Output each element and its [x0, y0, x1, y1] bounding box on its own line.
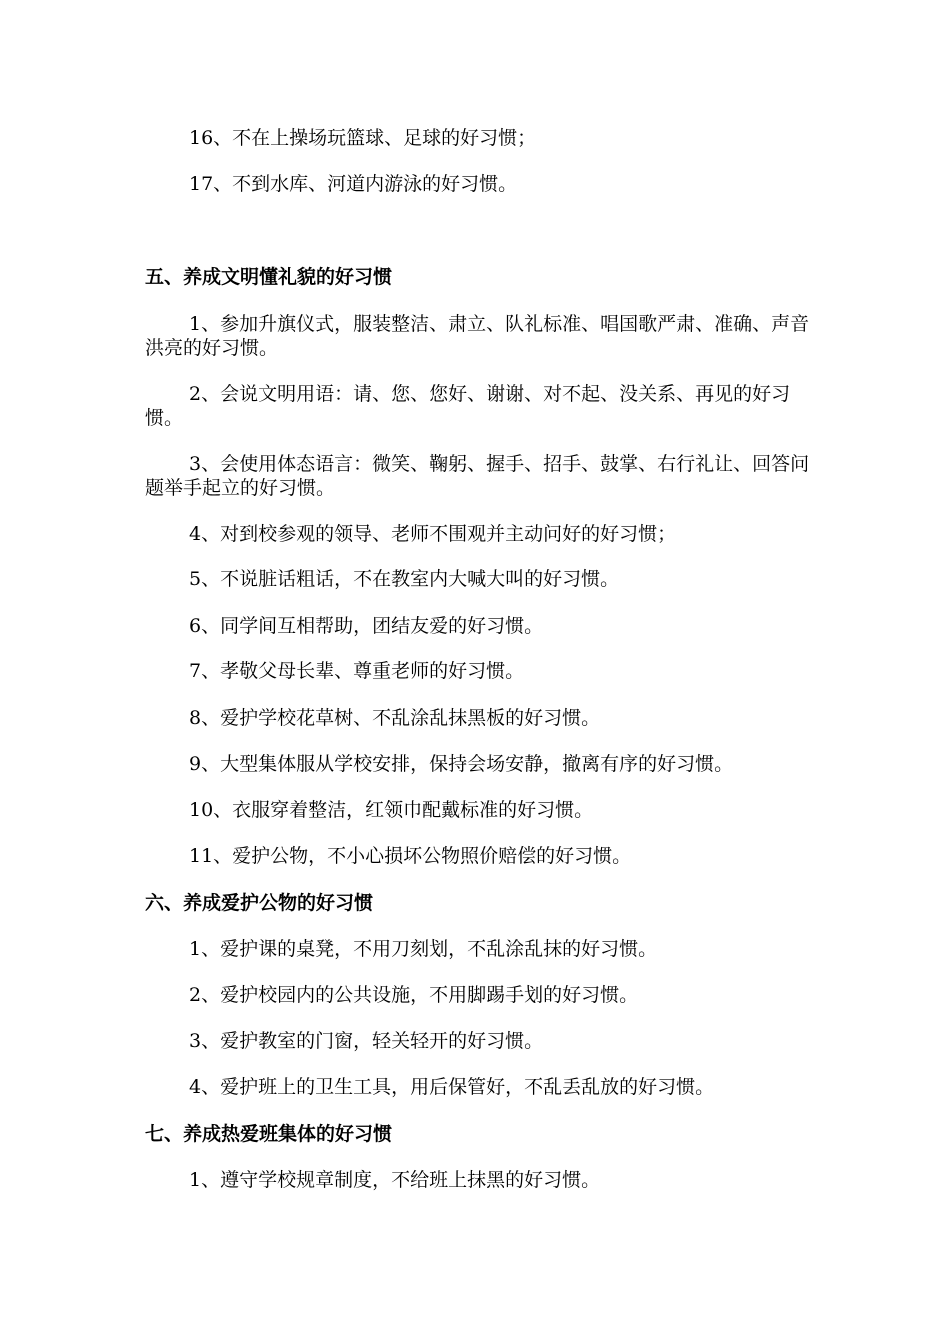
list-item: 4、对到校参观的领导、老师不围观并主动问好的好习惯； [189, 523, 677, 545]
section-heading-6: 六、养成爱护公物的好习惯 [145, 892, 374, 914]
section-heading-7: 七、养成热爱班集体的好习惯 [145, 1123, 393, 1145]
list-item: 1、遵守学校规章制度，不给班上抹黑的好习惯。 [189, 1169, 601, 1191]
list-item: 5、不说脏话粗话，不在教室内大喊大叫的好习惯。 [189, 568, 620, 590]
list-item: 11、爱护公物，不小心损坏公物照价赔偿的好习惯。 [189, 845, 632, 867]
list-item: 17、不到水库、河道内游泳的好习惯。 [189, 173, 518, 195]
list-item: 9、大型集体服从学校安排，保持会场安静，撤离有序的好习惯。 [189, 753, 734, 775]
list-item: 1、爱护课的桌凳，不用刀刻划，不乱涂乱抹的好习惯。 [189, 938, 658, 960]
list-item: 10、衣服穿着整洁，红领巾配戴标准的好习惯。 [189, 799, 594, 821]
list-item: 6、同学间互相帮助，团结友爱的好习惯。 [189, 615, 544, 637]
list-item: 3、会使用体态语言：微笑、鞠躬、握手、招手、鼓掌、右行礼让、回答问题举手起立的好习惯。 [145, 453, 810, 499]
section-heading-5: 五、养成文明懂礼貌的好习惯 [145, 266, 393, 288]
list-item: 2、会说文明用语：请、您、您好、谢谢、对不起、没关系、再见的好习惯。 [145, 383, 791, 429]
list-item: 4、爱护班上的卫生工具，用后保管好，不乱丢乱放的好习惯。 [189, 1076, 715, 1098]
list-item: 16、不在上操场玩篮球、足球的好习惯； [189, 127, 537, 149]
list-item: 2、爱护校园内的公共设施，不用脚踢手划的好习惯。 [189, 984, 639, 1006]
list-item: 7、孝敬父母长辈、尊重老师的好习惯。 [189, 660, 525, 682]
list-item: 8、爱护学校花草树、不乱涂乱抹黑板的好习惯。 [189, 707, 601, 729]
list-item: 1、参加升旗仪式，服装整洁、肃立、队礼标准、唱国歌严肃、准确、声音洪亮的好习惯。 [145, 313, 810, 359]
list-item: 3、爱护教室的门窗，轻关轻开的好习惯。 [189, 1030, 544, 1052]
